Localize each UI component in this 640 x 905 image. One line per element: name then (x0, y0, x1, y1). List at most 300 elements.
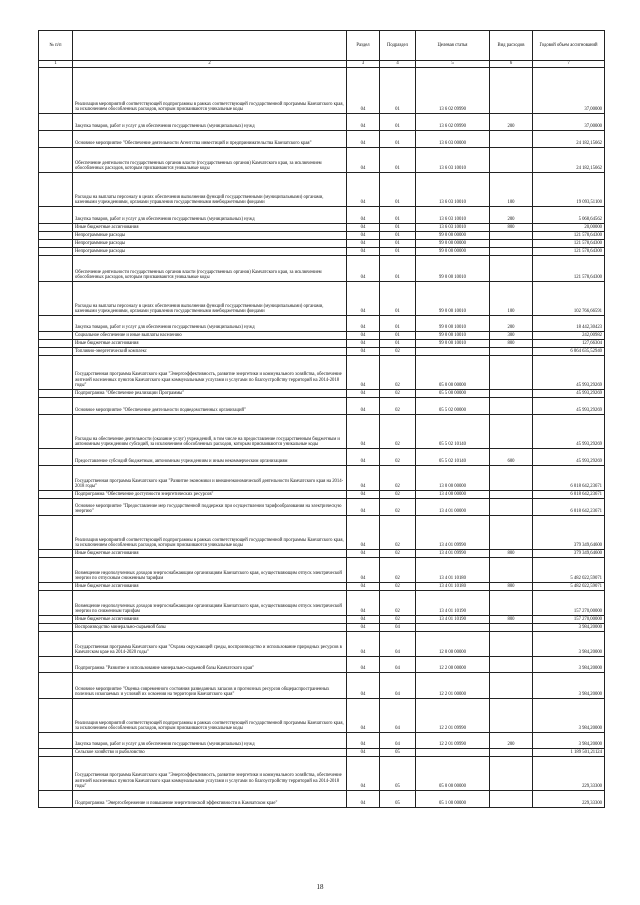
target-article-cell: 99 0 00 00000 (416, 240, 490, 248)
subsection-cell: 01 (380, 256, 416, 282)
target-article-cell: 13 6 03 10010 (416, 207, 490, 224)
expense-name-cell: Подпрограмма "Обеспечение доступности энергетических ресурсов" (73, 491, 347, 499)
expense-name-cell: Иные бюджетные ассигнования (73, 550, 347, 558)
row-number-cell (39, 114, 73, 131)
table-row (39, 757, 605, 791)
amount-cell: 121 578,64300 (533, 240, 605, 248)
section-cell: 04 (347, 356, 380, 390)
expense-type-cell (490, 673, 533, 699)
amount-cell: 3 984,20000 (533, 673, 605, 699)
section-cell: 04 (347, 516, 380, 550)
expense-name-cell: Реализация мероприятий соответствующей подпрограммы в рамках соответствующей государственной программы Камчатского края, за исключением обособленных расходов, которым присваиваются уникальные коды (73, 516, 347, 550)
target-article-cell: 13 6 03 00000 (416, 131, 490, 148)
section-cell: 04 (347, 68, 380, 114)
subsection-cell: 02 (380, 491, 416, 499)
row-number-cell (39, 673, 73, 699)
section-cell: 04 (347, 624, 380, 632)
expense-type-cell (490, 632, 533, 657)
expense-type-cell (490, 248, 533, 256)
section-cell: 04 (347, 757, 380, 791)
row-number-cell (39, 449, 73, 466)
subsection-cell: 02 (380, 449, 416, 466)
subsection-cell: 04 (380, 657, 416, 673)
section-cell: 04 (347, 224, 380, 232)
subsection-cell: 04 (380, 733, 416, 749)
subsection-cell: 02 (380, 583, 416, 591)
expense-type-cell: 100 (490, 282, 533, 316)
amount-cell: 102 766,66591 (533, 282, 605, 316)
table-row (39, 558, 605, 583)
table-row (39, 282, 605, 316)
expense-type-cell (490, 591, 533, 616)
table-row (39, 348, 605, 356)
target-article-cell: 12 2 00 00000 (416, 657, 490, 673)
amount-cell: 3 984,20000 (533, 657, 605, 673)
expense-name-cell: Реализация мероприятий соответствующей подпрограммы в рамках соответствующей государственной программы Камчатского края, за исключением обособленных расходов, которым присваиваются уникальные коды (73, 68, 347, 114)
subsection-cell: 01 (380, 68, 416, 114)
expense-name-cell: Расходы на обеспечение деятельности (оказание услуг) учреждений, в том числе на предоставление государственным бюджетным и автономным учреждениям субсидий, за исключением обособленных расходов, которым присваиваются уникальные коды (73, 415, 347, 449)
section-cell: 04 (347, 390, 380, 398)
target-article-cell: 05 0 00 00000 (416, 356, 490, 390)
expense-type-cell: 800 (490, 583, 533, 591)
target-article-cell: 05 5 02 10140 (416, 449, 490, 466)
target-article-cell: 12 2 01 00000 (416, 673, 490, 699)
table-row (39, 240, 605, 248)
row-number-cell (39, 316, 73, 332)
expense-type-cell (490, 232, 533, 240)
expense-type-cell (490, 348, 533, 356)
section-cell: 04 (347, 256, 380, 282)
amount-cell: 24 182,15662 (533, 131, 605, 148)
amount-cell: 3 984,20000 (533, 624, 605, 632)
expense-type-cell (490, 749, 533, 757)
expense-type-cell (490, 415, 533, 449)
expense-type-cell (490, 558, 533, 583)
budget-table-body (39, 68, 605, 808)
col-header-number: № п/п (39, 31, 73, 61)
target-article-cell: 13 4 00 00000 (416, 491, 490, 499)
subsection-cell: 05 (380, 757, 416, 791)
col-number: 3 (347, 61, 380, 68)
expense-type-cell: 200 (490, 114, 533, 131)
subsection-cell: 01 (380, 248, 416, 256)
section-cell: 04 (347, 415, 380, 449)
table-row (39, 733, 605, 749)
row-number-cell (39, 68, 73, 114)
section-cell: 04 (347, 583, 380, 591)
target-article-cell: 13 6 02 09990 (416, 114, 490, 131)
target-article-cell: 13 4 01 10190 (416, 616, 490, 624)
table-row (39, 114, 605, 131)
expense-type-cell (490, 699, 533, 733)
expense-name-cell: Обеспечение деятельности государственных органов власти (государственных органов) Камчатского края, за исключением обособленных расходов, которым присваиваются уникальные коды (73, 148, 347, 173)
expense-name-cell: Подпрограмма "Обеспечение реализации Программы" (73, 390, 347, 398)
subsection-cell: 01 (380, 240, 416, 248)
expense-name-cell: Закупка товаров, работ и услуг для обеспечения государственных (муниципальных) нужд (73, 207, 347, 224)
row-number-cell (39, 657, 73, 673)
subsection-cell: 01 (380, 207, 416, 224)
expense-name-cell: Иные бюджетные ассигнования (73, 340, 347, 348)
expense-type-cell: 200 (490, 733, 533, 749)
row-number-cell (39, 699, 73, 733)
section-cell: 04 (347, 449, 380, 466)
section-cell: 04 (347, 673, 380, 699)
column-number-row (39, 61, 605, 68)
table-row (39, 749, 605, 757)
section-cell: 04 (347, 232, 380, 240)
row-number-cell (39, 256, 73, 282)
section-cell: 04 (347, 591, 380, 616)
section-cell: 04 (347, 398, 380, 415)
target-article-cell (416, 624, 490, 632)
target-article-cell: 13 4 01 10190 (416, 591, 490, 616)
expense-type-cell (490, 398, 533, 415)
row-number-cell (39, 491, 73, 499)
row-number-cell (39, 207, 73, 224)
row-number-cell (39, 558, 73, 583)
subsection-cell: 01 (380, 131, 416, 148)
amount-cell: 5 482 022,59071 (533, 583, 605, 591)
section-cell: 04 (347, 148, 380, 173)
expense-type-cell (490, 516, 533, 550)
expense-name-cell: Государственная программа Камчатского края "Охрана окружающей среды, воспроизводство и использование природных ресурсов в Камчатском крае на 2014-2020 годы" (73, 632, 347, 657)
expense-name-cell: Основное мероприятие "Обеспечение деятельности Агентства инвестиций и предпринимательства Камчатского края" (73, 131, 347, 148)
subsection-cell: 02 (380, 415, 416, 449)
target-article-cell: 99 0 00 10010 (416, 340, 490, 348)
row-number-cell (39, 248, 73, 256)
amount-cell: 45 993,29269 (533, 415, 605, 449)
table-row (39, 624, 605, 632)
section-cell: 04 (347, 248, 380, 256)
target-article-cell: 13 4 01 10180 (416, 558, 490, 583)
table-row (39, 131, 605, 148)
section-cell: 04 (347, 466, 380, 491)
table-row (39, 583, 605, 591)
col-header-name (73, 31, 347, 61)
amount-cell: 121 578,64300 (533, 248, 605, 256)
expense-name-cell: Государственная программа Камчатского края "Энергоэффективность, развитие энергетики и коммунального хозяйства, обеспечение жителей населенных пунктов Камчатского края коммунальными услугами и услугами по благоустройству территорий на 2014-2018 годы" (73, 757, 347, 791)
col-number: 6 (490, 61, 533, 68)
subsection-cell: 01 (380, 282, 416, 316)
col-header-target-article: Целевая статья (416, 31, 490, 61)
amount-cell: 6 064 635,52940 (533, 348, 605, 356)
subsection-cell: 02 (380, 348, 416, 356)
subsection-cell: 01 (380, 316, 416, 332)
subsection-cell: 02 (380, 398, 416, 415)
expense-name-cell: Сельское хозяйство и рыболовство (73, 749, 347, 757)
expense-name-cell: Подпрограмма "Развитие и использование минерально-сырьевой базы Камчатского края" (73, 657, 347, 673)
expense-name-cell: Воспроизводство минерально-сырьевой базы (73, 624, 347, 632)
subsection-cell: 01 (380, 173, 416, 207)
table-row (39, 332, 605, 340)
col-number: 5 (416, 61, 490, 68)
expense-type-cell: 800 (490, 550, 533, 558)
target-article-cell: 13 0 00 00000 (416, 466, 490, 491)
subsection-cell: 02 (380, 550, 416, 558)
subsection-cell: 02 (380, 356, 416, 390)
table-row (39, 499, 605, 516)
expense-name-cell: Расходы на выплаты персоналу в целях обеспечения выполнения функций государственными (муниципальными) органами, казенными учреждениями, органами управления государственными внебюджетными фондами (73, 173, 347, 207)
expense-type-cell: 800 (490, 224, 533, 232)
expense-type-cell (490, 466, 533, 491)
section-cell: 04 (347, 316, 380, 332)
expense-name-cell: Непрограммные расходы (73, 248, 347, 256)
amount-cell: 379 349,64600 (533, 550, 605, 558)
expense-type-cell (490, 624, 533, 632)
target-article-cell: 05 1 00 00000 (416, 791, 490, 808)
amount-cell: 157 270,00000 (533, 616, 605, 624)
expense-name-cell: Иные бюджетные ассигнования (73, 224, 347, 232)
row-number-cell (39, 282, 73, 316)
target-article-cell: 12 0 00 00000 (416, 632, 490, 657)
row-number-cell (39, 499, 73, 516)
row-number-cell (39, 733, 73, 749)
row-number-cell (39, 516, 73, 550)
row-number-cell (39, 173, 73, 207)
expense-type-cell (490, 491, 533, 499)
page-number: 18 (316, 883, 324, 891)
expense-type-cell: 200 (490, 316, 533, 332)
target-article-cell: 05 5 02 00000 (416, 398, 490, 415)
expense-type-cell: 100 (490, 173, 533, 207)
table-row (39, 616, 605, 624)
amount-cell: 6 018 642,23671 (533, 499, 605, 516)
target-article-cell: 13 4 01 09990 (416, 516, 490, 550)
expense-name-cell: Закупка товаров, работ и услуг для обеспечения государственных (муниципальных) нужд (73, 733, 347, 749)
section-cell: 04 (347, 616, 380, 624)
table-row (39, 356, 605, 390)
row-number-cell (39, 232, 73, 240)
target-article-cell: 13 6 02 09990 (416, 68, 490, 114)
amount-cell: 242,00982 (533, 332, 605, 340)
section-cell: 04 (347, 173, 380, 207)
expense-name-cell: Возмещение недополученных доходов энергоснабжающим организациям Камчатского края, осуществляющим отпуск электрической энергии по сниженным тарифам (73, 591, 347, 616)
amount-cell: 24 182,15662 (533, 148, 605, 173)
target-article-cell: 13 4 01 10180 (416, 583, 490, 591)
table-row (39, 340, 605, 348)
amount-cell: 45 993,29269 (533, 449, 605, 466)
row-number-cell (39, 757, 73, 791)
table-row (39, 248, 605, 256)
col-header-subsection: Подраздел (380, 31, 416, 61)
amount-cell: 5 068,64562 (533, 207, 605, 224)
expense-name-cell: Закупка товаров, работ и услуг для обеспечения государственных (муниципальных) нужд (73, 316, 347, 332)
amount-cell: 6 018 642,23671 (533, 491, 605, 499)
subsection-cell: 02 (380, 591, 416, 616)
expense-name-cell: Топливно-энергетический комплекс (73, 348, 347, 356)
target-article-cell: 99 0 00 00000 (416, 232, 490, 240)
expense-type-cell: 600 (490, 449, 533, 466)
subsection-cell: 02 (380, 499, 416, 516)
subsection-cell: 05 (380, 791, 416, 808)
row-number-cell (39, 332, 73, 340)
target-article-cell: 05 5 02 10140 (416, 415, 490, 449)
expense-name-cell: Государственная программа Камчатского края "Развитие экономики и внешнеэкономической деятельности Камчатского края на 2014-2018 годы" (73, 466, 347, 491)
target-article-cell: 99 0 00 10010 (416, 316, 490, 332)
table-row (39, 207, 605, 224)
amount-cell: 45 993,29269 (533, 398, 605, 415)
expense-type-cell (490, 657, 533, 673)
section-cell: 04 (347, 282, 380, 316)
table-row (39, 232, 605, 240)
row-number-cell (39, 348, 73, 356)
expense-type-cell: 200 (490, 207, 533, 224)
target-article-cell (416, 348, 490, 356)
col-header-section: Раздел (347, 31, 380, 61)
expense-type-cell: 800 (490, 340, 533, 348)
expense-name-cell: Возмещение недополученных доходов энергоснабжающим организациям Камчатского края, осуществляющим отпуск электрической энергии по отпускным сниженным тарифам (73, 558, 347, 583)
amount-cell: 379 349,64600 (533, 516, 605, 550)
amount-cell: 3 984,20000 (533, 733, 605, 749)
table-row (39, 673, 605, 699)
expense-name-cell: Основное мероприятие "Оценка современного состояния разведанных запасов и прогнозных ресурсов общераспространенных полезных ископаемых и условий их освоения на территории Камчатского края" (73, 673, 347, 699)
subsection-cell: 04 (380, 699, 416, 733)
subsection-cell: 01 (380, 224, 416, 232)
table-row (39, 632, 605, 657)
budget-table (38, 30, 605, 808)
amount-cell: 37,00000 (533, 68, 605, 114)
expense-type-cell (490, 240, 533, 248)
section-cell: 04 (347, 131, 380, 148)
expense-name-cell: Социальное обеспечение и иные выплаты населению (73, 332, 347, 340)
subsection-cell: 01 (380, 340, 416, 348)
row-number-cell (39, 791, 73, 808)
row-number-cell (39, 591, 73, 616)
section-cell: 04 (347, 499, 380, 516)
target-article-cell: 13 6 03 10010 (416, 224, 490, 232)
section-cell: 04 (347, 240, 380, 248)
expense-type-cell (490, 390, 533, 398)
row-number-cell (39, 583, 73, 591)
table-row (39, 591, 605, 616)
amount-cell: 229,33300 (533, 757, 605, 791)
row-number-cell (39, 466, 73, 491)
section-cell: 04 (347, 348, 380, 356)
table-row (39, 398, 605, 415)
amount-cell: 3 984,20000 (533, 699, 605, 733)
amount-cell: 1 189 501,21124 (533, 749, 605, 757)
row-number-cell (39, 616, 73, 624)
subsection-cell: 02 (380, 390, 416, 398)
amount-cell: 121 578,64300 (533, 256, 605, 282)
section-cell: 04 (347, 491, 380, 499)
col-header-expense-type: Вид расходов (490, 31, 533, 61)
amount-cell: 18 442,30423 (533, 316, 605, 332)
expense-type-cell (490, 499, 533, 516)
table-row (39, 68, 605, 114)
amount-cell: 3 984,20000 (533, 632, 605, 657)
col-header-annual-amount: Годовой объем ассигнований (533, 31, 605, 61)
target-article-cell: 12 2 01 09990 (416, 733, 490, 749)
expense-name-cell: Предоставление субсидий бюджетным, автономным учреждениям и иным некоммерческим организациям (73, 449, 347, 466)
amount-cell: 157 270,00000 (533, 591, 605, 616)
expense-type-cell (490, 131, 533, 148)
section-cell: 04 (347, 733, 380, 749)
amount-cell: 127,66304 (533, 340, 605, 348)
subsection-cell: 04 (380, 624, 416, 632)
table-row (39, 491, 605, 499)
expense-type-cell (490, 256, 533, 282)
expense-name-cell: Иные бюджетные ассигнования (73, 616, 347, 624)
subsection-cell: 01 (380, 148, 416, 173)
table-row (39, 256, 605, 282)
table-row (39, 466, 605, 491)
table-row (39, 390, 605, 398)
row-number-cell (39, 131, 73, 148)
expense-name-cell: Непрограммные расходы (73, 240, 347, 248)
section-cell: 04 (347, 207, 380, 224)
target-article-cell: 05 0 00 00000 (416, 757, 490, 791)
section-cell: 04 (347, 340, 380, 348)
subsection-cell: 02 (380, 616, 416, 624)
row-number-cell (39, 224, 73, 232)
expense-name-cell: Иные бюджетные ассигнования (73, 583, 347, 591)
amount-cell: 37,00000 (533, 114, 605, 131)
target-article-cell: 99 0 00 00000 (416, 248, 490, 256)
amount-cell: 19 093,51100 (533, 173, 605, 207)
amount-cell: 45 993,29269 (533, 356, 605, 390)
section-cell: 04 (347, 749, 380, 757)
target-article-cell: 99 0 00 10010 (416, 332, 490, 340)
col-number: 1 (39, 61, 73, 68)
subsection-cell: 02 (380, 516, 416, 550)
amount-cell: 121 578,64300 (533, 232, 605, 240)
expense-type-cell (490, 356, 533, 390)
row-number-cell (39, 632, 73, 657)
subsection-cell: 02 (380, 558, 416, 583)
col-number: 7 (533, 61, 605, 68)
target-article-cell: 05 5 00 00000 (416, 390, 490, 398)
expense-type-cell (490, 148, 533, 173)
table-row (39, 415, 605, 449)
expense-name-cell: Расходы на выплаты персоналу в целях обеспечения выполнения функций государственными (муниципальными) органами, казенными учреждениями, органами управления государственными внебюджетными фондами (73, 282, 347, 316)
section-cell: 04 (347, 699, 380, 733)
expense-name-cell: Подпрограмма "Энергосбережение и повышение энергетической эффективности в Камчатском крае" (73, 791, 347, 808)
section-cell: 04 (347, 114, 380, 131)
row-number-cell (39, 398, 73, 415)
expense-name-cell: Основное мероприятие "Предоставление мер государственной поддержки при осуществлении тарифообразования на электрическую энергию" (73, 499, 347, 516)
section-cell: 04 (347, 332, 380, 340)
amount-cell: 20,00000 (533, 224, 605, 232)
target-article-cell: 13 4 01 09990 (416, 550, 490, 558)
section-cell: 04 (347, 550, 380, 558)
table-row (39, 316, 605, 332)
table-row (39, 173, 605, 207)
expense-name-cell: Обеспечение деятельности государственных органов власти (государственных органов) Камчатского края, за исключением обособленных расходов, которым присваиваются уникальные коды (73, 256, 347, 282)
expense-name-cell: Основное мероприятие "Обеспечение деятельности подведомственных организаций" (73, 398, 347, 415)
table-row (39, 148, 605, 173)
subsection-cell: 01 (380, 114, 416, 131)
table-row (39, 699, 605, 733)
expense-name-cell: Государственная программа Камчатского края "Энергоэффективность, развитие энергетики и коммунального хозяйства, обеспечение жителей населенных пунктов Камчатского края коммунальными услугами и услугами по благоустройству территорий на 2014-2018 годы" (73, 356, 347, 390)
expense-type-cell: 300 (490, 332, 533, 340)
table-row (39, 550, 605, 558)
budget-sheet (38, 30, 604, 808)
expense-name-cell: Непрограммные расходы (73, 232, 347, 240)
target-article-cell: 13 4 01 00000 (416, 499, 490, 516)
target-article-cell: 13 6 03 10010 (416, 173, 490, 207)
table-row (39, 449, 605, 466)
row-number-cell (39, 624, 73, 632)
subsection-cell: 01 (380, 232, 416, 240)
row-number-cell (39, 240, 73, 248)
subsection-cell: 01 (380, 332, 416, 340)
row-number-cell (39, 390, 73, 398)
row-number-cell (39, 148, 73, 173)
subsection-cell: 05 (380, 749, 416, 757)
col-number: 2 (73, 61, 347, 68)
row-number-cell (39, 340, 73, 348)
